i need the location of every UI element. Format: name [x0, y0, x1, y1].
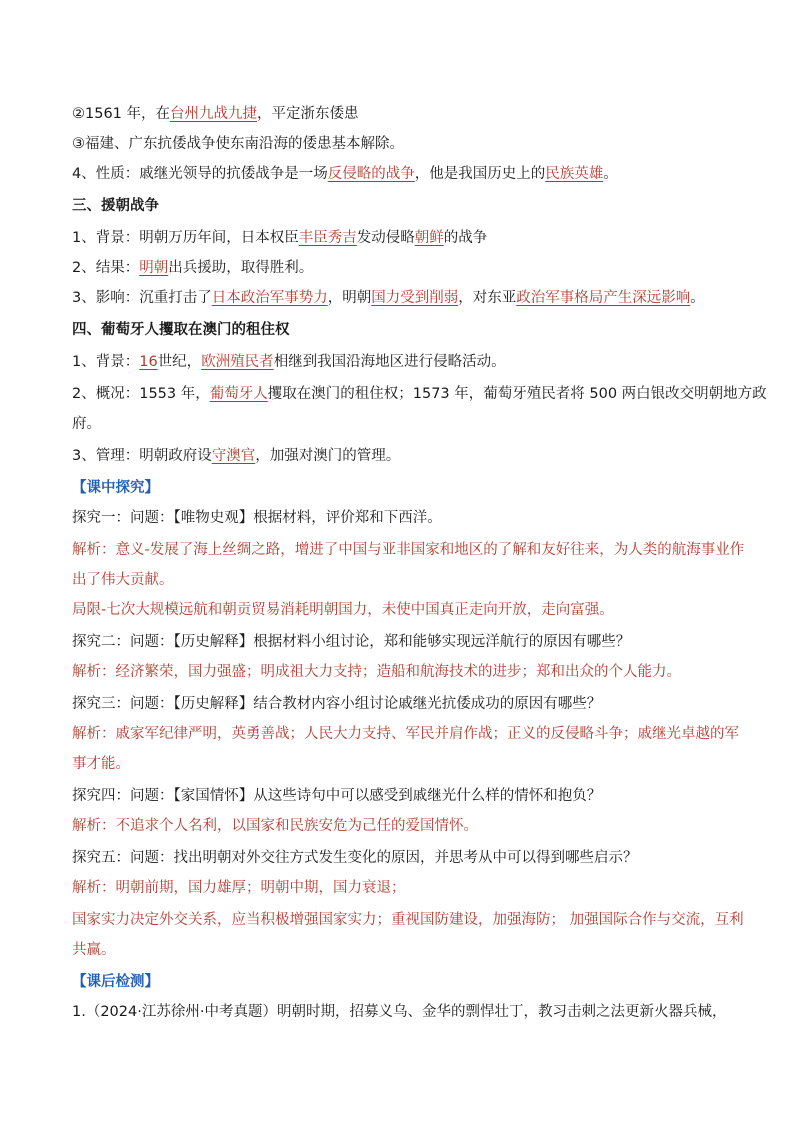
text-segment: ，他是我国历史上的: [414, 166, 546, 182]
text-line: [72, 786, 732, 806]
underlined-term: 明朝: [139, 260, 169, 276]
text-segment: 探究一：问题：【唯物史观】根据材料，评价郑和下西洋。: [72, 510, 442, 526]
text-line: [72, 540, 745, 560]
text-line: [72, 972, 732, 992]
text-segment: 局限-七次大规模远航和朝贡贸易消耗明朝国力，未使中国真正走向开放，走向富强。: [72, 602, 614, 618]
text-segment: 府。: [72, 416, 101, 432]
text-line: [72, 1002, 732, 1022]
text-segment: 出了伟大贡献。: [72, 572, 174, 588]
underlined-term: 丰臣秀吉: [298, 230, 357, 246]
text-line: [72, 258, 732, 278]
underlined-term: 国力受到削弱: [371, 290, 459, 306]
text-segment: 攫取在澳门的租住权；1573 年，葡萄牙殖民者将 500 两白银改交明朝地方政: [267, 386, 767, 402]
text-line: [72, 164, 732, 184]
underlined-term: 葡萄牙人: [209, 386, 268, 402]
text-segment: 3、管理：明朝政府设: [72, 448, 212, 464]
text-segment: ，明朝: [327, 290, 372, 306]
text-segment: 探究五：问题：找出明朝对外交往方式发生变化的原因，并思考从中可以得到哪些启示？: [72, 850, 638, 866]
text-line: [72, 940, 732, 960]
text-line: [72, 134, 732, 154]
text-segment: 3、影响：沉重打击了: [72, 290, 212, 306]
text-segment: 。: [603, 166, 618, 182]
text-line: [72, 816, 732, 836]
underlined-term: 台州九战九捷: [170, 106, 258, 122]
text-segment: ②1561 年，在: [72, 106, 171, 122]
text-line: [72, 352, 732, 372]
section-heading: 【课中探究】: [72, 480, 159, 496]
section-heading: 三、援朝战争: [72, 198, 159, 214]
text-segment: 事才能。: [72, 756, 130, 772]
text-segment: 4、性质：戚继光领导的抗倭战争是一场: [72, 166, 328, 182]
underlined-term: 日本政治军事势力: [211, 290, 328, 306]
text-line: [72, 662, 732, 682]
text-line: [72, 384, 767, 404]
text-segment: 探究二：问题：【历史解释】根据材料小组讨论，郑和能够实现远洋航行的原因有哪些？: [72, 634, 631, 650]
text-segment: ，平定浙东倭患: [257, 106, 359, 122]
text-segment: ③福建、广东抗倭战争使东南沿海的倭患基本解除。: [72, 136, 404, 152]
text-segment: 1、背景：明朝万历年间，日本权臣: [72, 230, 299, 246]
section-heading: 四、葡萄牙人攫取在澳门的租住权: [72, 322, 290, 338]
text-segment: 。: [690, 290, 705, 306]
text-segment: 1.（2024·江苏徐州·中考真题）明朝时期，招募义乌、金华的剽悍壮丁，教习击刺之法更新火器兵械，: [72, 1004, 727, 1020]
text-line: [72, 508, 732, 528]
text-line: [72, 196, 732, 216]
text-line: [72, 600, 732, 620]
text-segment: 2、结果：: [72, 260, 140, 276]
text-segment: 解析：不追求个人名利，以国家和民族安危为己任的爱国情怀。: [72, 818, 478, 834]
text-line: [72, 228, 732, 248]
text-line: [72, 104, 732, 124]
text-line: [72, 478, 732, 498]
text-segment: 国家实力决定外交关系，应当积极增强国家实力；重视国防建设，加强海防； 加强国际合作与交流，互利: [72, 912, 744, 928]
underlined-term: 朝鲜: [414, 230, 444, 246]
text-line: [72, 320, 732, 340]
text-segment: 发动侵略: [356, 230, 415, 246]
text-segment: ，对东亚: [458, 290, 517, 306]
text-segment: 世纪，: [157, 354, 202, 370]
underlined-term: 民族英雄: [545, 166, 604, 182]
text-line: [72, 754, 732, 774]
text-segment: 的战争: [443, 230, 488, 246]
text-segment: 相继到我国沿海地区进行侵略活动。: [273, 354, 506, 370]
text-segment: 共赢。: [72, 942, 116, 958]
underlined-term: 守澳官: [211, 448, 256, 464]
text-line: [72, 694, 732, 714]
text-line: [72, 288, 732, 308]
text-segment: 探究四：问题：【家国情怀】从这些诗句中可以感受到戚继光什么样的情怀和抱负？: [72, 788, 602, 804]
underlined-term: 政治军事格局产生深远影响: [516, 290, 691, 306]
text-line: [72, 414, 732, 434]
text-segment: 解析：意义-发展了海上丝绸之路，增进了中国与亚非国家和地区的了解和友好往来，为人类的航海事业作: [72, 542, 745, 558]
underlined-term: 欧洲殖民者: [201, 354, 274, 370]
text-segment: 1、背景：: [72, 354, 140, 370]
underlined-term: 反侵略的战争: [327, 166, 415, 182]
text-line: [72, 724, 739, 744]
text-line: [72, 632, 732, 652]
text-segment: 探究三：问题：【历史解释】结合教材内容小组讨论戚继光抗倭成功的原因有哪些？: [72, 696, 602, 712]
text-segment: 解析：戚家军纪律严明，英勇善战；人民大力支持、军民并肩作战；正义的反侵略斗争；戚继光卓越的军: [72, 726, 739, 742]
text-line: [72, 848, 732, 868]
text-line: [72, 910, 744, 930]
underlined-term: 16: [139, 354, 158, 370]
text-line: [72, 878, 732, 898]
text-line: [72, 446, 732, 466]
text-segment: 解析：经济繁荣，国力强盛；明成祖大力支持；造船和航海技术的进步；郑和出众的个人能力。: [72, 664, 681, 680]
text-segment: 出兵援助，取得胜利。: [168, 260, 314, 276]
section-heading: 【课后检测】: [72, 974, 159, 990]
text-segment: ，加强对澳门的管理。: [255, 448, 401, 464]
text-segment: 2、概况：1553 年，: [72, 386, 210, 402]
text-line: [72, 570, 732, 590]
text-segment: 解析：明朝前期，国力雄厚；明朝中期，国力衰退；: [72, 880, 406, 896]
